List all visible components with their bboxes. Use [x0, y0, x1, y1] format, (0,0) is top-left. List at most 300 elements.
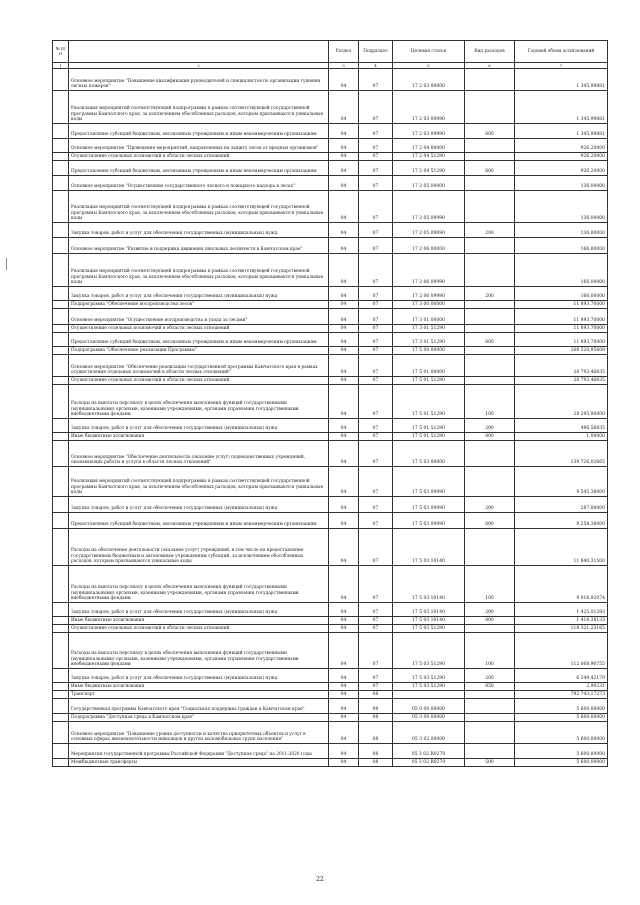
num-cell [53, 691, 69, 699]
target-cell: 17 2 05 09990 [393, 191, 465, 223]
num-cell [53, 385, 69, 419]
num-cell [53, 124, 69, 139]
expense-cell [465, 301, 515, 309]
podrazdel-cell: 07 [359, 69, 393, 91]
volume-cell: 496,56835 [515, 419, 608, 433]
table-row [53, 529, 608, 566]
name-cell: Иные бюджетные ассигнования [69, 617, 329, 625]
target-cell: 17 2 05 00000 [393, 176, 465, 191]
scan-margin-mark [6, 258, 7, 270]
target-cell: 17 5 01 51290 [393, 377, 465, 385]
name-cell: Основное мероприятие "Обеспечение реализации государственной программы Камчатского края в рамках осуществления отдельных полномочий в области лесных отношений" [69, 355, 329, 377]
volume-cell: 792 743,17273 [515, 691, 608, 699]
expense-cell: 600 [465, 333, 515, 347]
table-row [53, 325, 608, 333]
table-row [53, 433, 608, 441]
podrazdel-cell: 07 [359, 301, 393, 309]
index-cell: 7 [515, 63, 608, 69]
podrazdel-cell: 07 [359, 287, 393, 301]
num-cell [53, 139, 69, 153]
name-cell: Иные бюджетные ассигнования [69, 683, 329, 691]
expense-cell: 800 [465, 617, 515, 625]
podrazdel-cell: 07 [359, 377, 393, 385]
podrazdel-cell: 07 [359, 441, 393, 467]
podrazdel-cell: 07 [359, 139, 393, 153]
expense-cell: 200 [465, 669, 515, 683]
name-cell: Реализация мероприятий соответствующей подпрограммы в рамках соответствующей государственной программы Камчатского края, за исключением обособленных расходов, которым присваиваются уникальные коды [69, 191, 329, 223]
expense-cell [465, 91, 515, 124]
name-cell: Подпрограмма "Обеспечение воспроизводства лесов" [69, 301, 329, 309]
razdel-cell: 04 [329, 377, 359, 385]
table-row [53, 347, 608, 355]
num-cell [53, 441, 69, 467]
name-cell: Основное мероприятие "Проведение мероприятий, направленных на защиту лесов от вредных организмов" [69, 139, 329, 153]
name-cell: Закупка товаров, работ и услуг для обеспечения государственных (муниципальных) нужд [69, 603, 329, 617]
num-cell [53, 153, 69, 161]
volume-cell: 287,00000 [515, 497, 608, 513]
razdel-cell: 04 [329, 153, 359, 161]
num-cell [53, 355, 69, 377]
name-cell: Основное мероприятие "Обеспечение деятельности (оказание услуг) подведомственных учреждений, оказывающих работы и услуги в области лесных отношений" [69, 441, 329, 467]
table-row [53, 254, 608, 287]
target-cell: 17 5 03 00000 [393, 441, 465, 467]
num-cell [53, 759, 69, 767]
num-cell [53, 223, 69, 238]
expense-cell [465, 176, 515, 191]
name-cell: Основное мероприятие "Осуществление воспроизводства и ухода за лесами" [69, 309, 329, 325]
volume-cell: 5 600,00000 [515, 714, 608, 722]
table-row [53, 759, 608, 767]
num-cell [53, 633, 69, 669]
num-cell [53, 433, 69, 441]
budget-table [52, 40, 608, 767]
num-cell [53, 347, 69, 355]
razdel-cell: 04 [329, 617, 359, 625]
header-volume: Годовой объем ассигнований [515, 41, 608, 63]
target-cell: 17 3 01 51290 [393, 333, 465, 347]
razdel-cell: 04 [329, 161, 359, 176]
name-cell: Мероприятия государственной программы Российской Федерации "Доступная среда" на 2011-2020 годы [69, 744, 329, 759]
expense-cell [465, 722, 515, 744]
target-cell: 17 2 03 09990 [393, 124, 465, 139]
table-row [53, 355, 608, 377]
volume-cell: 1 345,99881 [515, 91, 608, 124]
num-cell [53, 625, 69, 633]
table-row [53, 69, 608, 91]
volume-cell: 11 840,31500 [515, 529, 608, 566]
num-cell [53, 744, 69, 759]
volume-cell: 28 793,46835 [515, 355, 608, 377]
podrazdel-cell: 07 [359, 497, 393, 513]
target-cell [393, 691, 465, 699]
expense-cell [465, 325, 515, 333]
num-cell [53, 722, 69, 744]
table-row [53, 301, 608, 309]
target-cell: 17 2 03 00000 [393, 69, 465, 91]
table-row [53, 153, 608, 161]
razdel-cell: 04 [329, 287, 359, 301]
num-cell [53, 238, 69, 254]
target-cell: 17 5 00 00000 [393, 347, 465, 355]
volume-cell: 166,00000 [515, 254, 608, 287]
name-cell: Закупка товаров, работ и услуг для обеспечения государственных (муниципальных) нужд [69, 223, 329, 238]
podrazdel-cell: 07 [359, 633, 393, 669]
table-row [53, 191, 608, 223]
volume-cell: 1 418,38133 [515, 617, 608, 625]
num-cell [53, 161, 69, 176]
table-row [53, 309, 608, 325]
podrazdel-cell: 07 [359, 467, 393, 497]
razdel-cell: 04 [329, 347, 359, 355]
name-cell: Основное мероприятие "Развитие и поддержка движения школьных лесничеств в Камчатском крае" [69, 238, 329, 254]
razdel-cell: 04 [329, 603, 359, 617]
name-cell: Расходы на выплаты персоналу в целях обеспечения выполнения функций государственными (муниципальными) органами, казенными учреждениями, органами управления государственными внебюджетными фондами [69, 566, 329, 603]
razdel-cell: 04 [329, 333, 359, 347]
podrazdel-cell: 08 [359, 759, 393, 767]
expense-cell: 600 [465, 513, 515, 529]
target-cell: 17 5 03 51290 [393, 625, 465, 633]
name-cell: Расходы на выплаты персоналу в целях обеспечения выполнения функций государственными (муниципальными) органами, казенными учреждениями, органами управления государственными внебюджетными фондами [69, 385, 329, 419]
volume-cell: 926,20000 [515, 161, 608, 176]
expense-cell: 200 [465, 287, 515, 301]
volume-cell: 2,90231 [515, 683, 608, 691]
expense-cell [465, 238, 515, 254]
table-row [53, 497, 608, 513]
razdel-cell: 04 [329, 191, 359, 223]
volume-cell: 11 893,70000 [515, 309, 608, 325]
podrazdel-cell: 07 [359, 419, 393, 433]
num-cell [53, 176, 69, 191]
razdel-cell: 04 [329, 355, 359, 377]
target-cell: 17 5 01 51290 [393, 385, 465, 419]
volume-cell: 1 345,99881 [515, 69, 608, 91]
index-cell: 6 [465, 63, 515, 69]
expense-cell [465, 699, 515, 714]
expense-cell: 600 [465, 161, 515, 176]
table-row [53, 287, 608, 301]
razdel-cell: 04 [329, 254, 359, 287]
podrazdel-cell: 07 [359, 309, 393, 325]
expense-cell [465, 355, 515, 377]
target-cell: 17 2 04 00000 [393, 139, 465, 153]
expense-cell: 200 [465, 419, 515, 433]
target-cell: 17 5 01 51290 [393, 433, 465, 441]
target-cell: 17 2 04 51290 [393, 153, 465, 161]
volume-cell: 9 258,38000 [515, 513, 608, 529]
table-row [53, 669, 608, 683]
table-row [53, 722, 608, 744]
table-row [53, 691, 608, 699]
num-cell [53, 683, 69, 691]
podrazdel-cell: 07 [359, 385, 393, 419]
name-cell: Закупка товаров, работ и услуг для обеспечения государственных (муниципальных) нужд [69, 497, 329, 513]
expense-cell [465, 744, 515, 759]
target-cell: 17 5 03 10140 [393, 566, 465, 603]
podrazdel-cell: 07 [359, 161, 393, 176]
podrazdel-cell: 07 [359, 617, 393, 625]
expense-cell: 100 [465, 385, 515, 419]
target-cell: 17 2 05 09990 [393, 223, 465, 238]
razdel-cell: 04 [329, 691, 359, 699]
target-cell: 17 5 03 10140 [393, 603, 465, 617]
target-cell: 17 2 04 51290 [393, 161, 465, 176]
podrazdel-cell: 07 [359, 325, 393, 333]
razdel-cell: 04 [329, 566, 359, 603]
num-cell [53, 566, 69, 603]
volume-cell: 28 793,46835 [515, 377, 608, 385]
volume-cell: 168 520,95609 [515, 347, 608, 355]
index-cell: 2 [69, 63, 329, 69]
razdel-cell: 04 [329, 683, 359, 691]
table-row [53, 744, 608, 759]
podrazdel-cell: 08 [359, 722, 393, 744]
table-row [53, 617, 608, 625]
volume-cell: 11 893,70000 [515, 325, 608, 333]
podrazdel-cell: 07 [359, 191, 393, 223]
target-cell: 17 2 06 00000 [393, 238, 465, 254]
name-cell: Реализация мероприятий соответствующей подпрограммы в рамках соответствующей государственной программы Камчатского края, за исключением обособленных расходов, которым присваиваются уникальные коды [69, 467, 329, 497]
razdel-cell: 04 [329, 467, 359, 497]
podrazdel-cell: 07 [359, 625, 393, 633]
num-cell [53, 513, 69, 529]
name-cell: Осуществление отдельных полномочий в области лесных отношений [69, 377, 329, 385]
razdel-cell: 04 [329, 176, 359, 191]
num-cell [53, 325, 69, 333]
volume-cell: 926,20000 [515, 139, 608, 153]
target-cell: 17 5 03 10140 [393, 529, 465, 566]
target-cell: 05 3 02 00000 [393, 722, 465, 744]
name-cell: Предоставление субсидий бюджетным, автономным учреждениям и иным некоммерческим организациям [69, 124, 329, 139]
num-cell [53, 699, 69, 714]
volume-cell: 136,00000 [515, 176, 608, 191]
name-cell: Расходы на обеспечение деятельности (оказание услуг) учреждений, в том числе на предоставление государственным бюджетным и автономным учреждениям субсидий, за исключением обособленных расходов, которым присваиваются уникальные коды [69, 529, 329, 566]
num-cell [53, 497, 69, 513]
table-row [53, 467, 608, 497]
target-cell: 17 2 06 09990 [393, 254, 465, 287]
num-cell [53, 191, 69, 223]
razdel-cell: 04 [329, 419, 359, 433]
num-cell [53, 69, 69, 91]
header-num: № п/п [53, 41, 69, 63]
podrazdel-cell: 07 [359, 223, 393, 238]
target-cell: 17 5 03 51290 [393, 669, 465, 683]
target-cell: 17 3 00 00000 [393, 301, 465, 309]
index-cell: 5 [393, 63, 465, 69]
name-cell: Закупка товаров, работ и услуг для обеспечения государственных (муниципальных) нужд [69, 419, 329, 433]
podrazdel-cell: 07 [359, 347, 393, 355]
volume-cell: 5 600,00000 [515, 759, 608, 767]
volume-cell: 136,00000 [515, 191, 608, 223]
razdel-cell: 04 [329, 513, 359, 529]
razdel-cell: 04 [329, 625, 359, 633]
num-cell [53, 287, 69, 301]
index-cell: 4 [359, 63, 393, 69]
table-body [53, 69, 608, 767]
num-cell [53, 301, 69, 309]
podrazdel-cell: 07 [359, 153, 393, 161]
name-cell: Межбюджетные трансферты [69, 759, 329, 767]
target-cell: 17 2 03 09990 [393, 91, 465, 124]
expense-cell: 100 [465, 633, 515, 669]
name-cell: Подпрограмма "Обеспечение реализации Программы" [69, 347, 329, 355]
razdel-cell: 04 [329, 441, 359, 467]
target-cell: 17 5 01 00000 [393, 355, 465, 377]
name-cell: Реализация мероприятий соответствующей подпрограммы в рамках соответствующей государственной программы Камчатского края, за исключением обособленных расходов, которым присваиваются уникальные коды [69, 254, 329, 287]
razdel-cell: 04 [329, 238, 359, 254]
table-row [53, 625, 608, 633]
podrazdel-cell: 08 [359, 744, 393, 759]
volume-cell: 28 295,90000 [515, 385, 608, 419]
podrazdel-cell: 07 [359, 529, 393, 566]
num-cell [53, 309, 69, 325]
razdel-cell: 04 [329, 633, 359, 669]
target-cell: 17 3 01 51290 [393, 325, 465, 333]
table-row [53, 566, 608, 603]
name-cell: Подпрограмма "Доступная среда в Камчатском крае" [69, 714, 329, 722]
razdel-cell: 04 [329, 433, 359, 441]
expense-cell: 100 [465, 566, 515, 603]
expense-cell [465, 625, 515, 633]
index-cell: 1 [53, 63, 69, 69]
name-cell: Основное мероприятие "Повышение квалификации руководителей и специалистов по организации тушения лесных пожаров" [69, 69, 329, 91]
expense-cell: 600 [465, 124, 515, 139]
volume-cell: 118 321,23165 [515, 625, 608, 633]
expense-cell [465, 377, 515, 385]
podrazdel-cell: 07 [359, 513, 393, 529]
num-cell [53, 333, 69, 347]
num-cell [53, 419, 69, 433]
volume-cell: 1 425,01293 [515, 603, 608, 617]
podrazdel-cell: 07 [359, 176, 393, 191]
num-cell [53, 529, 69, 566]
header-target: Целевая статья [393, 41, 465, 63]
target-cell: 17 3 01 00000 [393, 309, 465, 325]
expense-cell [465, 467, 515, 497]
name-cell: Закупка товаров, работ и услуг для обеспечения государственных (муниципальных) нужд [69, 669, 329, 683]
podrazdel-cell: 07 [359, 333, 393, 347]
index-cell: 3 [329, 63, 359, 69]
target-cell: 17 5 03 09990 [393, 513, 465, 529]
razdel-cell: 04 [329, 69, 359, 91]
table-row [53, 91, 608, 124]
target-cell: 17 2 06 09990 [393, 287, 465, 301]
table-row [53, 377, 608, 385]
name-cell: Иные бюджетные ассигнования [69, 433, 329, 441]
podrazdel-cell: 08 [359, 691, 393, 699]
podrazdel-cell: 07 [359, 355, 393, 377]
expense-cell [465, 714, 515, 722]
num-cell [53, 254, 69, 287]
expense-cell: 850 [465, 683, 515, 691]
expense-cell [465, 691, 515, 699]
num-cell [53, 603, 69, 617]
num-cell [53, 669, 69, 683]
volume-cell: 1 345,99881 [515, 124, 608, 139]
volume-cell: 5 600,00000 [515, 699, 608, 714]
razdel-cell: 04 [329, 722, 359, 744]
name-cell: Основное мероприятие "Повышение уровня доступности и качества приоритетных объектов и услуг в основных сферах жизнедеятельности инвалидов и других маломобильных групп населения" [69, 722, 329, 744]
expense-cell: 200 [465, 223, 515, 238]
volume-cell: 166,00000 [515, 238, 608, 254]
podrazdel-cell: 07 [359, 683, 393, 691]
header-razdel: Раздел [329, 41, 359, 63]
podrazdel-cell: 07 [359, 124, 393, 139]
razdel-cell: 04 [329, 124, 359, 139]
header-name [69, 41, 329, 63]
table-row [53, 176, 608, 191]
podrazdel-cell: 07 [359, 433, 393, 441]
table-row [53, 699, 608, 714]
razdel-cell: 04 [329, 325, 359, 333]
table-row [53, 683, 608, 691]
target-cell: 17 5 03 51290 [393, 683, 465, 691]
expense-cell [465, 309, 515, 325]
volume-cell: 166,00000 [515, 287, 608, 301]
volume-cell: 5 600,00000 [515, 744, 608, 759]
target-cell: 17 5 01 51290 [393, 419, 465, 433]
name-cell: Реализация мероприятий соответствующей подпрограммы в рамках соответствующей государственной программы Камчатского края, за исключением обособленных расходов, которым присваиваются уникальные коды [69, 91, 329, 124]
podrazdel-cell: 08 [359, 714, 393, 722]
volume-cell: 6 249,42179 [515, 669, 608, 683]
volume-cell: 11 893,70000 [515, 333, 608, 347]
target-cell: 17 5 03 10140 [393, 617, 465, 625]
volume-cell: 5 600,00000 [515, 722, 608, 744]
razdel-cell: 04 [329, 669, 359, 683]
volume-cell: 11 893,70000 [515, 301, 608, 309]
num-cell [53, 377, 69, 385]
expense-cell: 500 [465, 759, 515, 767]
podrazdel-cell: 07 [359, 238, 393, 254]
expense-cell [465, 347, 515, 355]
target-cell: 05 3 02 R0270 [393, 744, 465, 759]
table-row [53, 385, 608, 419]
table-row [53, 419, 608, 433]
expense-cell: 200 [465, 497, 515, 513]
num-cell [53, 617, 69, 625]
name-cell: Осуществление отдельных полномочий в области лесных отношений [69, 625, 329, 633]
expense-cell [465, 69, 515, 91]
table-row [53, 513, 608, 529]
podrazdel-cell: 07 [359, 669, 393, 683]
razdel-cell: 04 [329, 139, 359, 153]
num-cell [53, 714, 69, 722]
expense-cell: 800 [465, 433, 515, 441]
header-podrazdel: Подраздел [359, 41, 393, 63]
expense-cell [465, 139, 515, 153]
target-cell: 05 3 02 R0270 [393, 759, 465, 767]
volume-cell: 926,20000 [515, 153, 608, 161]
num-cell [53, 91, 69, 124]
expense-cell [465, 529, 515, 566]
name-cell: Транспорт [69, 691, 329, 699]
target-cell: 17 5 03 09990 [393, 497, 465, 513]
table-row [53, 139, 608, 153]
table-row [53, 238, 608, 254]
table-row [53, 161, 608, 176]
razdel-cell: 04 [329, 91, 359, 124]
name-cell: Основное мероприятие "Осуществление государственного лесного и пожарного надзора в лесах" [69, 176, 329, 191]
razdel-cell: 04 [329, 223, 359, 238]
expense-cell [465, 441, 515, 467]
podrazdel-cell: 07 [359, 603, 393, 617]
name-cell: Предоставление субсидий бюджетным, автономным учреждениям и иным некоммерческим организациям [69, 333, 329, 347]
volume-cell: 1,00000 [515, 433, 608, 441]
name-cell: Расходы на выплаты персоналу в целях обеспечения выполнения функций государственными (муниципальными) органами, казенными учреждениями, органами управления государственными внебюджетными фондами [69, 633, 329, 669]
razdel-cell: 04 [329, 744, 359, 759]
page-number: 22 [316, 876, 324, 883]
volume-cell: 139 726,02665 [515, 441, 608, 467]
razdel-cell: 04 [329, 759, 359, 767]
